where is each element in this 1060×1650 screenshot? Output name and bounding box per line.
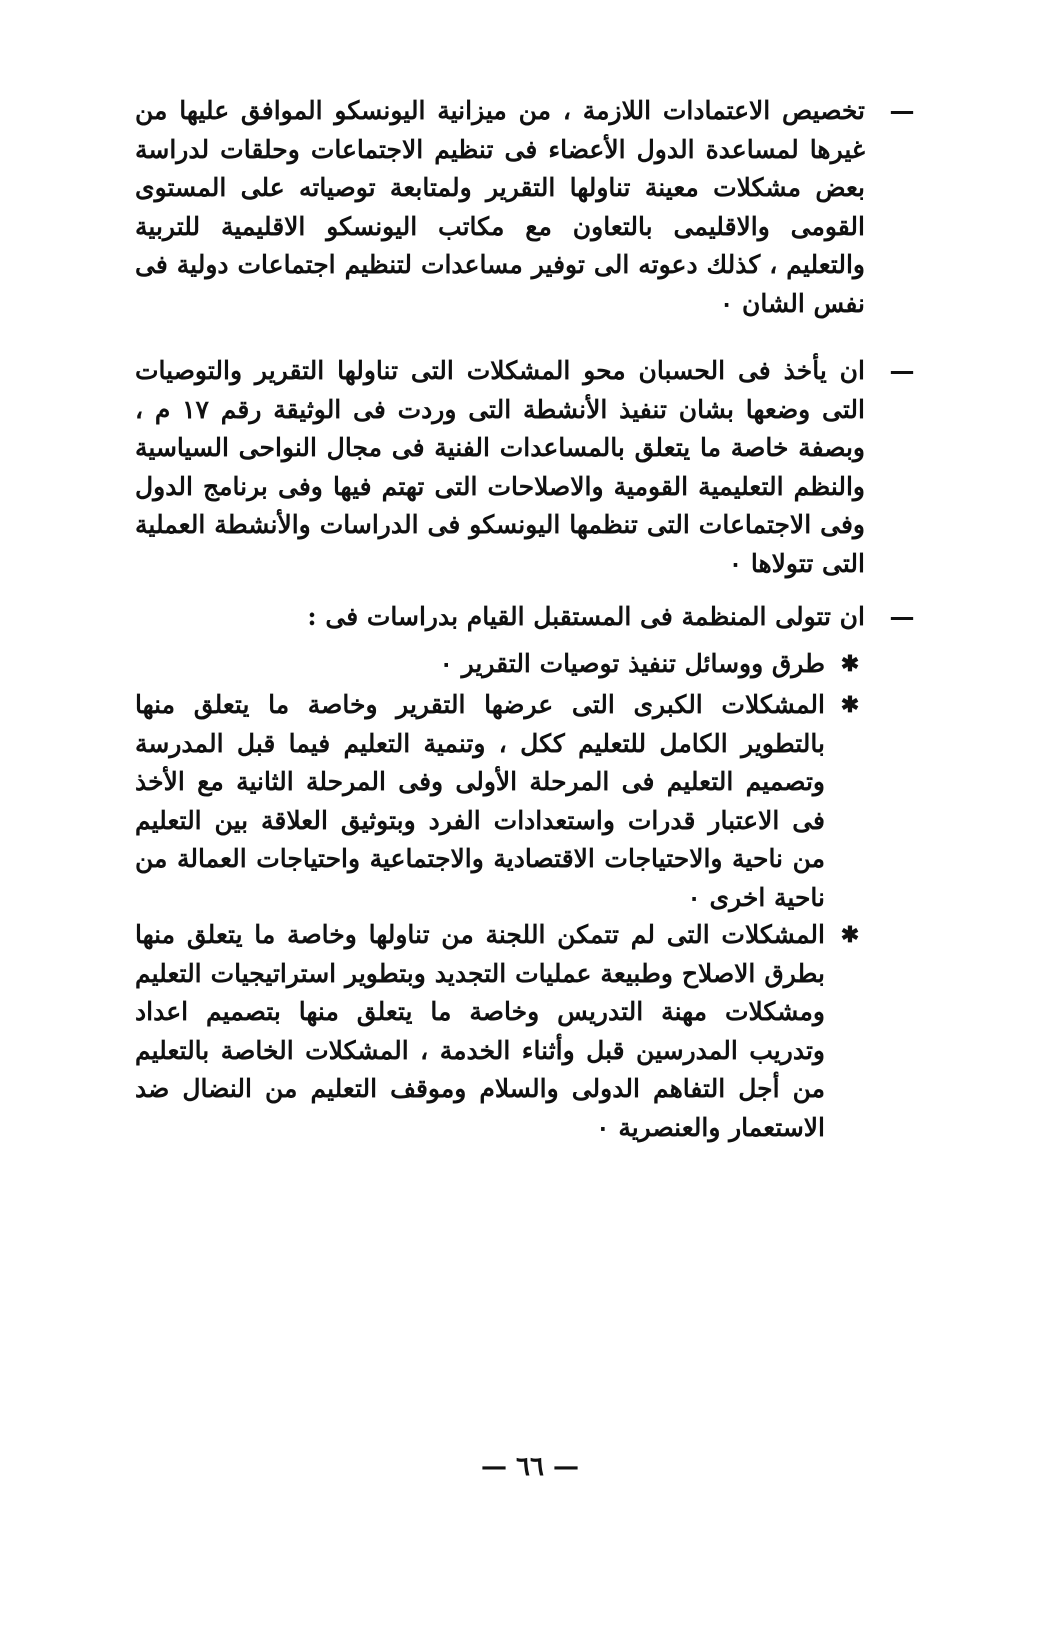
dash-marker: —: [889, 602, 915, 631]
page-number: — ٦٦ —: [480, 1452, 580, 1482]
paragraph-consider-problems: [135, 352, 915, 583]
list-item-implementation-methods: [135, 645, 860, 684]
asterisk-bullet-icon: ✱: [840, 651, 860, 677]
paragraph-allocate-funds: [135, 92, 915, 323]
list-item-text: المشكلات الكبرى التى عرضها التقرير وخاصة ما يتعلق منها بالتطوير الكامل للتعليم ككل ، وتنمية التعليم فيما قبل المدرسة وتصميم التعليم فى المرحلة الأولى وفى المرحلة الثانية مع الأخذ فى الاعتبار قدرات واستعدادات الفرد وبتوثيق العلاقة بين التعليم من ناحية والاحتياجات الاقتصادية والاجتماعية واحتياجات العمالة من ناحية اخرى ٠: [135, 690, 825, 912]
dash-marker: —: [889, 96, 915, 125]
list-item-unaddressed-problems: [135, 916, 860, 1147]
list-item-major-problems: [135, 686, 860, 917]
paragraph-text: ان يأخذ فى الحسبان محو المشكلات التى تناولها التقرير والتوصيات التى وضعها بشان تنفيذ الأنشطة التى وردت فى الوثيقة رقم ١٧ م ، وبصفة خاصة ما يتعلق بالمساعدات الفنية فى مجال النواحى السياسية والنظم التعليمية القومية والاصلاحات التى تهتم فيها وفى برنامج الدول وفى الاجتماعات التى تنظمها اليونسكو فى الدراسات والأنشطة العملية التى تتولاها ٠: [135, 356, 865, 578]
paragraph-text: تخصيص الاعتمادات اللازمة ، من ميزانية اليونسكو الموافق عليها من غيرها لمساعدة الدول الأعضاء فى تنظيم الاجتماعات وحلقات لدراسة بعض مشكلات معينة تناولها التقرير ولمتابعة توصياته على المستوى القومى والاقليمى بالتعاون مع مكاتب اليونسكو الاقليمية للتربية والتعليم ، كذلك دعوته الى توفير مساعدات لتنظيم اجتماعات دولية فى نفس الشان ٠: [135, 96, 865, 318]
dash-marker: —: [889, 356, 915, 385]
list-item-text: طرق ووسائل تنفيذ توصيات التقرير ٠: [439, 649, 825, 678]
asterisk-bullet-icon: ✱: [840, 692, 860, 718]
paragraph-text: ان تتولى المنظمة فى المستقبل القيام بدراسات فى :: [307, 602, 865, 631]
paragraph-future-studies: [135, 598, 915, 637]
list-item-text: المشكلات التى لم تتمكن اللجنة من تناولها وخاصة ما يتعلق منها بطرق الاصلاح وطبيعة عمليات التجديد وبتطوير استراتيجيات التعليم ومشكلات مهنة التدريس وخاصة ما يتعلق منها بتصميم اعداد وتدريب المدرسين قبل وأثناء الخدمة ، المشكلات الخاصة بالتعليم من أجل التفاهم الدولى والسلام وموقف التعليم من النضال ضد الاستعمار والعنصرية ٠: [135, 920, 825, 1142]
asterisk-bullet-icon: ✱: [840, 922, 860, 948]
